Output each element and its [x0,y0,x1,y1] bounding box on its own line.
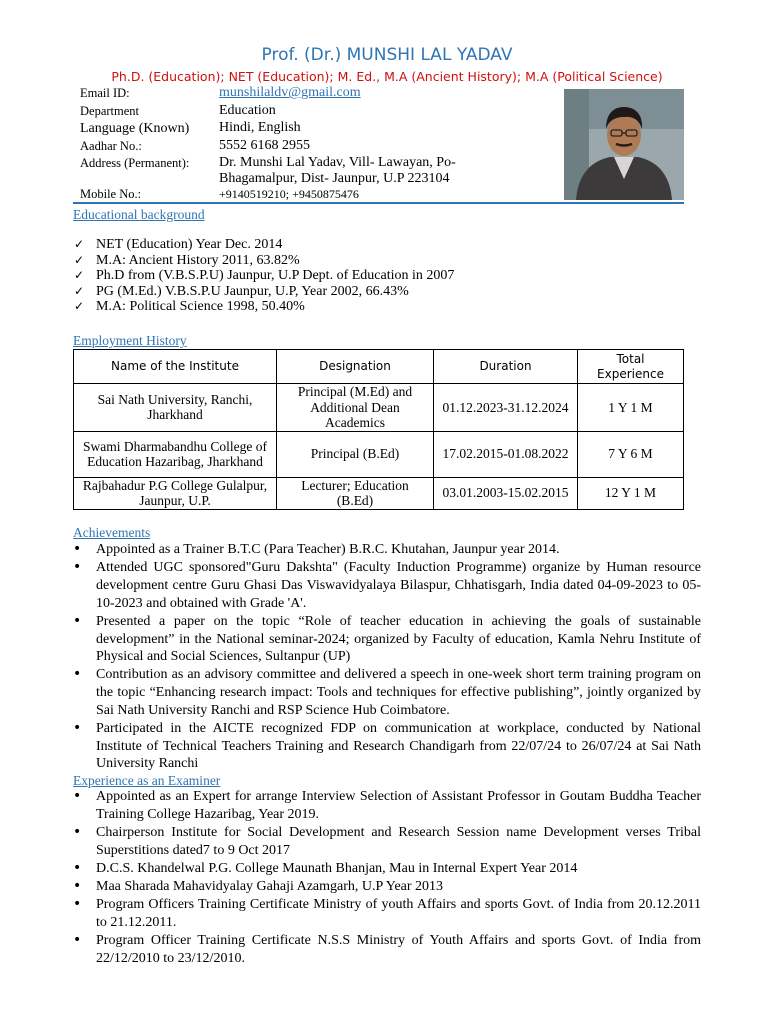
language-label: Language (Known) [80,121,190,136]
table-cell: 17.02.2015-01.08.2022 [434,431,578,477]
employment-table [73,349,684,510]
column-header: Total Experience [578,350,684,384]
table-cell: Principal (M.Ed) and Additional Dean Academics [277,384,434,432]
mobile-label: Mobile No.: [80,187,142,201]
list-item: • Appointed as a Trainer B.T.C (Para Teacher) B.R.C. Khutahan, Jaunpur year 2014. [73,541,701,559]
table-cell: Swami Dharmabandhu College of Education Hazaribag, Jharkhand [74,431,277,477]
department-label: Department [80,104,140,118]
aadhar-label: Aadhar No.: [80,139,142,153]
table-cell: 7 Y 6 M [578,431,684,477]
portrait-image [564,89,684,200]
address-line-1: Dr. Munshi Lal Yadav, Vill- Lawayan, Po- [219,155,456,170]
list-item: ✓ M.A: Ancient History 2011, 63.82% [74,253,454,269]
table-row [74,384,684,432]
list-item: • D.C.S. Khandelwal P.G. College Maunath Bhanjan, Mau in Internal Expert Year 2014 [73,860,701,878]
column-header: Duration [434,350,578,384]
list-item: ✓ NET (Education) Year Dec. 2014 [74,237,454,253]
list-item: ✓ M.A: Political Science 1998, 50.40% [74,299,454,315]
column-header: Name of the Institute [74,350,277,384]
table-header-row [74,350,684,384]
page-title: Prof. (Dr.) MUNSHI LAL YADAV [261,45,513,65]
table-cell: Principal (B.Ed) [277,431,434,477]
table-cell: 01.12.2023-31.12.2024 [434,384,578,432]
list-item: ✓ PG (M.Ed.) V.B.S.P.U Jaunpur, U.P, Year 2002, 66.43% [74,284,454,300]
list-item: ✓ Ph.D from (V.B.S.P.U) Jaunpur, U.P Dept. of Education in 2007 [74,268,454,284]
table-cell: 12 Y 1 M [578,477,684,509]
list-item: • Presented a paper on the topic “Role of teacher education in achieving the goals of sustainable development” in the National seminar-2024; organized by Faculty of education, Kamla Nehru Institute of Physical and Social Sciences, Sultanpur (UP) [73,613,701,666]
table-cell: Rajbahadur P.G College Gulalpur, Jaunpur, U.P. [74,477,277,509]
profile-photo [564,89,684,200]
list-item: • Maa Sharada Mahavidyalay Gahaji Azamgarh, U.P Year 2013 [73,878,701,896]
language-value: Hindi, English [219,120,301,135]
examiner-heading: Experience as an Examiner [73,773,221,788]
achievements-list [73,541,701,774]
address-line-2: Bhagamalpur, Dist- Jaunpur, U.P 223104 [219,171,450,186]
department-value: Education [219,103,276,118]
aadhar-value: 5552 6168 2955 [219,138,310,153]
table-cell: Lecturer; Education (B.Ed) [277,477,434,509]
table-cell: 1 Y 1 M [578,384,684,432]
table-cell: 03.01.2003-15.02.2015 [434,477,578,509]
list-item: • Participated in the AICTE recognized FDP on communication at workplace, conducted by National Institute of Technical Teachers Training and Research Chandigarh from 22/07/24 to 26/07/24 at Sai Nath University Ranchi [73,720,701,773]
list-item: • Attended UGC sponsored"Guru Dakshta" (Faculty Induction Programme) organize by Human resource development centre Guru Ghasi Das Viswavidyalaya Bilaspur, Chhatisgarh, India dated 04-09-2023 to 05-10-2023 and obtained with Grade 'A'. [73,559,701,612]
achievements-heading: Achievements [73,525,151,540]
email-link[interactable]: munshilaldv@gmail.com [219,85,361,100]
list-item: • Program Officers Training Certificate Ministry of youth Affairs and sports Govt. of India from 20.12.2011 to 21.12.2011. [73,896,701,931]
list-item: • Chairperson Institute for Social Development and Research Session name Development verses Tribal Superstitions dated7 to 9 Oct 2017 [73,824,701,859]
education-heading: Educational background [73,207,205,222]
column-header: Designation [277,350,434,384]
table-cell: Sai Nath University, Ranchi, Jharkhand [74,384,277,432]
education-list [74,237,454,315]
qualifications-line: Ph.D. (Education); NET (Education); M. Ed., M.A (Ancient History); M.A (Political Science) [111,69,663,84]
examiner-list [73,788,701,968]
employment-heading: Employment History [73,333,187,348]
header-divider [73,202,684,204]
table-row [74,431,684,477]
list-item: • Contribution as an advisory committee and delivered a speech in one-week short term training program on the topic “Enhancing research impact: Tools and techniques for effective publishing”, jointly organized by Sai Nath University Ranchi and RSP Science Hub Coimbatore. [73,666,701,719]
email-label: Email ID: [80,86,130,100]
mobile-value: +9140519210; +9450875476 [219,187,359,201]
list-item: • Appointed as an Expert for arrange Interview Selection of Assistant Professor in Goutam Buddha Teacher Training College Hazaribag, Year 2019. [73,788,701,823]
table-row [74,477,684,509]
address-label: Address (Permanent): [80,156,190,170]
list-item: • Program Officer Training Certificate N.S.S Ministry of Youth Affairs and sports Govt. of India from 22/12/2010 to 23/12/2010. [73,932,701,967]
